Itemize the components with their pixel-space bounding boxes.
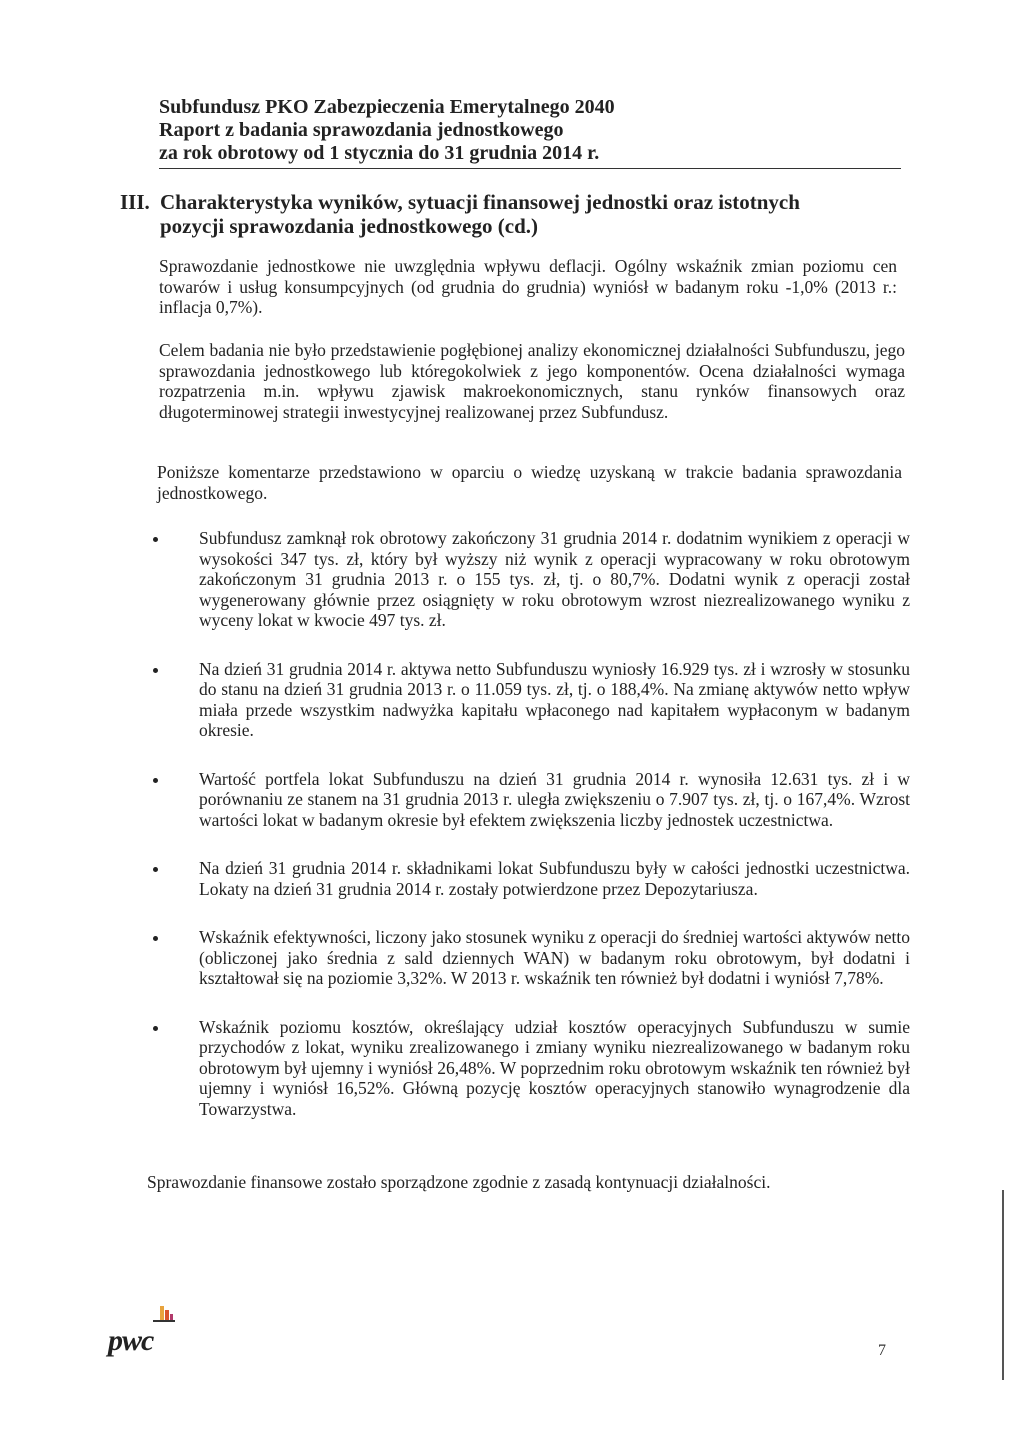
margin-mark bbox=[1002, 1190, 1004, 1380]
list-item-text: Subfundusz zamknął rok obrotowy zakończony 31 grudnia 2014 r. dodatnim wynikiem z operacji w wysokości 347 tys. zł, który był wyższy niż wynik z operacji wypracowany w roku obrotowym zakończonym 31 grudnia 2013 r. o 155 tys. zł, tj. o 80,7%. Dodatni wynik z operacji został wygenerowany głównie przez osiągnięty w roku obrotowym wzrost niezrealizowanego wyniku z wyceny lokat w kwocie 497 tys. zł. bbox=[199, 528, 910, 630]
section-number: III. bbox=[120, 190, 150, 214]
findings-list bbox=[150, 528, 910, 1147]
bullet-icon bbox=[153, 778, 158, 783]
paragraph-audit-scope: Celem badania nie było przedstawienie pogłębionej analizy ekonomicznej działalności Subfunduszu, jego sprawozdania jednostkowego lub któregokolwiek z jego komponentów. Ocena działalności wymaga rozpatrzenia m.in. wpływu zjawisk makroekonomicznych, stanu rynków finansowych oraz długoterminowej strategii inwestycyjnej realizowanej przez Subfundusz. bbox=[159, 340, 905, 422]
list-item-text: Na dzień 31 grudnia 2014 r. składnikami lokat Subfunduszu były w całości jednostki uczestnictwa. Lokaty na dzień 31 grudnia 2014 r. zostały potwierdzone przez Depozytariusza. bbox=[199, 858, 910, 899]
report-header bbox=[159, 96, 899, 165]
bullet-icon bbox=[153, 867, 158, 872]
header-period: za rok obrotowy od 1 stycznia do 31 grudnia 2014 r. bbox=[159, 142, 600, 164]
list-item bbox=[150, 769, 910, 831]
page-number: 7 bbox=[878, 1342, 886, 1359]
section-title-line1: Charakterystyka wyników, sytuacji finansowej jednostki oraz istotnych bbox=[160, 190, 800, 214]
list-item-text: Wartość portfela lokat Subfunduszu na dzień 31 grudnia 2014 r. wynosiła 12.631 tys. zł i w porównaniu ze stanem na 31 grudnia 2013 r. uległa zwiększeniu o 7.907 tys. zł, tj. o 167,4%. Wzrost wartości lokat w badanym okresie był efektem zwiększenia liczby jednostek uczestnictwa. bbox=[199, 768, 910, 830]
header-divider bbox=[159, 168, 901, 169]
pwc-logo bbox=[108, 1300, 188, 1360]
header-report-title: Raport z badania sprawozdania jednostkowego bbox=[159, 119, 564, 141]
list-item bbox=[150, 927, 910, 989]
header-fund-name: Subfundusz PKO Zabezpieczenia Emerytalnego 2040 bbox=[159, 96, 615, 118]
list-item bbox=[150, 528, 910, 631]
list-item-text: Na dzień 31 grudnia 2014 r. aktywa netto Subfunduszu wyniosły 16.929 tys. zł i wzrosły w stosunku do stanu na dzień 31 grudnia 2013 r. o 11.059 tys. zł, tj. o 188,4%. Na zmianę aktywów netto wpływ miała przede wszystkim nadwyżka kapitału wpłaconego nad kapitałem wypłaconym w badanym okresie. bbox=[199, 658, 910, 740]
bullet-icon bbox=[153, 537, 158, 542]
bullet-icon bbox=[153, 668, 158, 673]
bullet-icon bbox=[153, 936, 158, 941]
closing-statement: Sprawozdanie finansowe zostało sporządzone zgodnie z zasadą kontynuacji działalności. bbox=[147, 1172, 771, 1192]
list-item bbox=[150, 1017, 910, 1120]
bullet-icon bbox=[153, 1026, 158, 1031]
paragraph-deflation: Sprawozdanie jednostkowe nie uwzględnia wpływu deflacji. Ogólny wskaźnik zmian poziomu cen towarów i usług konsumpcyjnych (od grudnia do grudnia) wyniósł w badanym roku -1,0% (2013 r.: inflacja 0,7%). bbox=[159, 256, 897, 317]
logo-text: pwc bbox=[108, 1324, 154, 1357]
list-item-text: Wskaźnik poziomu kosztów, określający udział kosztów operacyjnych Subfunduszu w sumie przychodów z lokat, wyniku zrealizowanego i zmiany wyniku niezrealizowanego w badanym roku obrotowym był ujemny i wyniósł 26,48%. W poprzednim roku obrotowym wskaźnik ten również był ujemny i wyniósł 16,52%. Główną pozycję kosztów operacyjnych stanowiło wynagrodzenie dla Towarzystwa. bbox=[199, 1016, 910, 1119]
section-title-line2: pozycji sprawozdania jednostkowego (cd.) bbox=[160, 214, 538, 238]
list-item bbox=[150, 858, 910, 899]
list-item bbox=[150, 659, 910, 741]
section-heading bbox=[120, 190, 910, 238]
paragraph-comments-intro: Poniższe komentarze przedstawiono w oparciu o wiedzę uzyskaną w trakcie badania sprawozdania jednostkowego. bbox=[157, 462, 902, 503]
list-item-text: Wskaźnik efektywności, liczony jako stosunek wyniku z operacji do średniej wartości aktywów netto (obliczonej jako średnia z sald dziennych WAN) w badanym roku obrotowym, był dodatni i kształtował się na poziomie 3,32%. W 2013 r. wskaźnik ten również był dodatni i wyniósł 7,78%. bbox=[199, 927, 910, 988]
